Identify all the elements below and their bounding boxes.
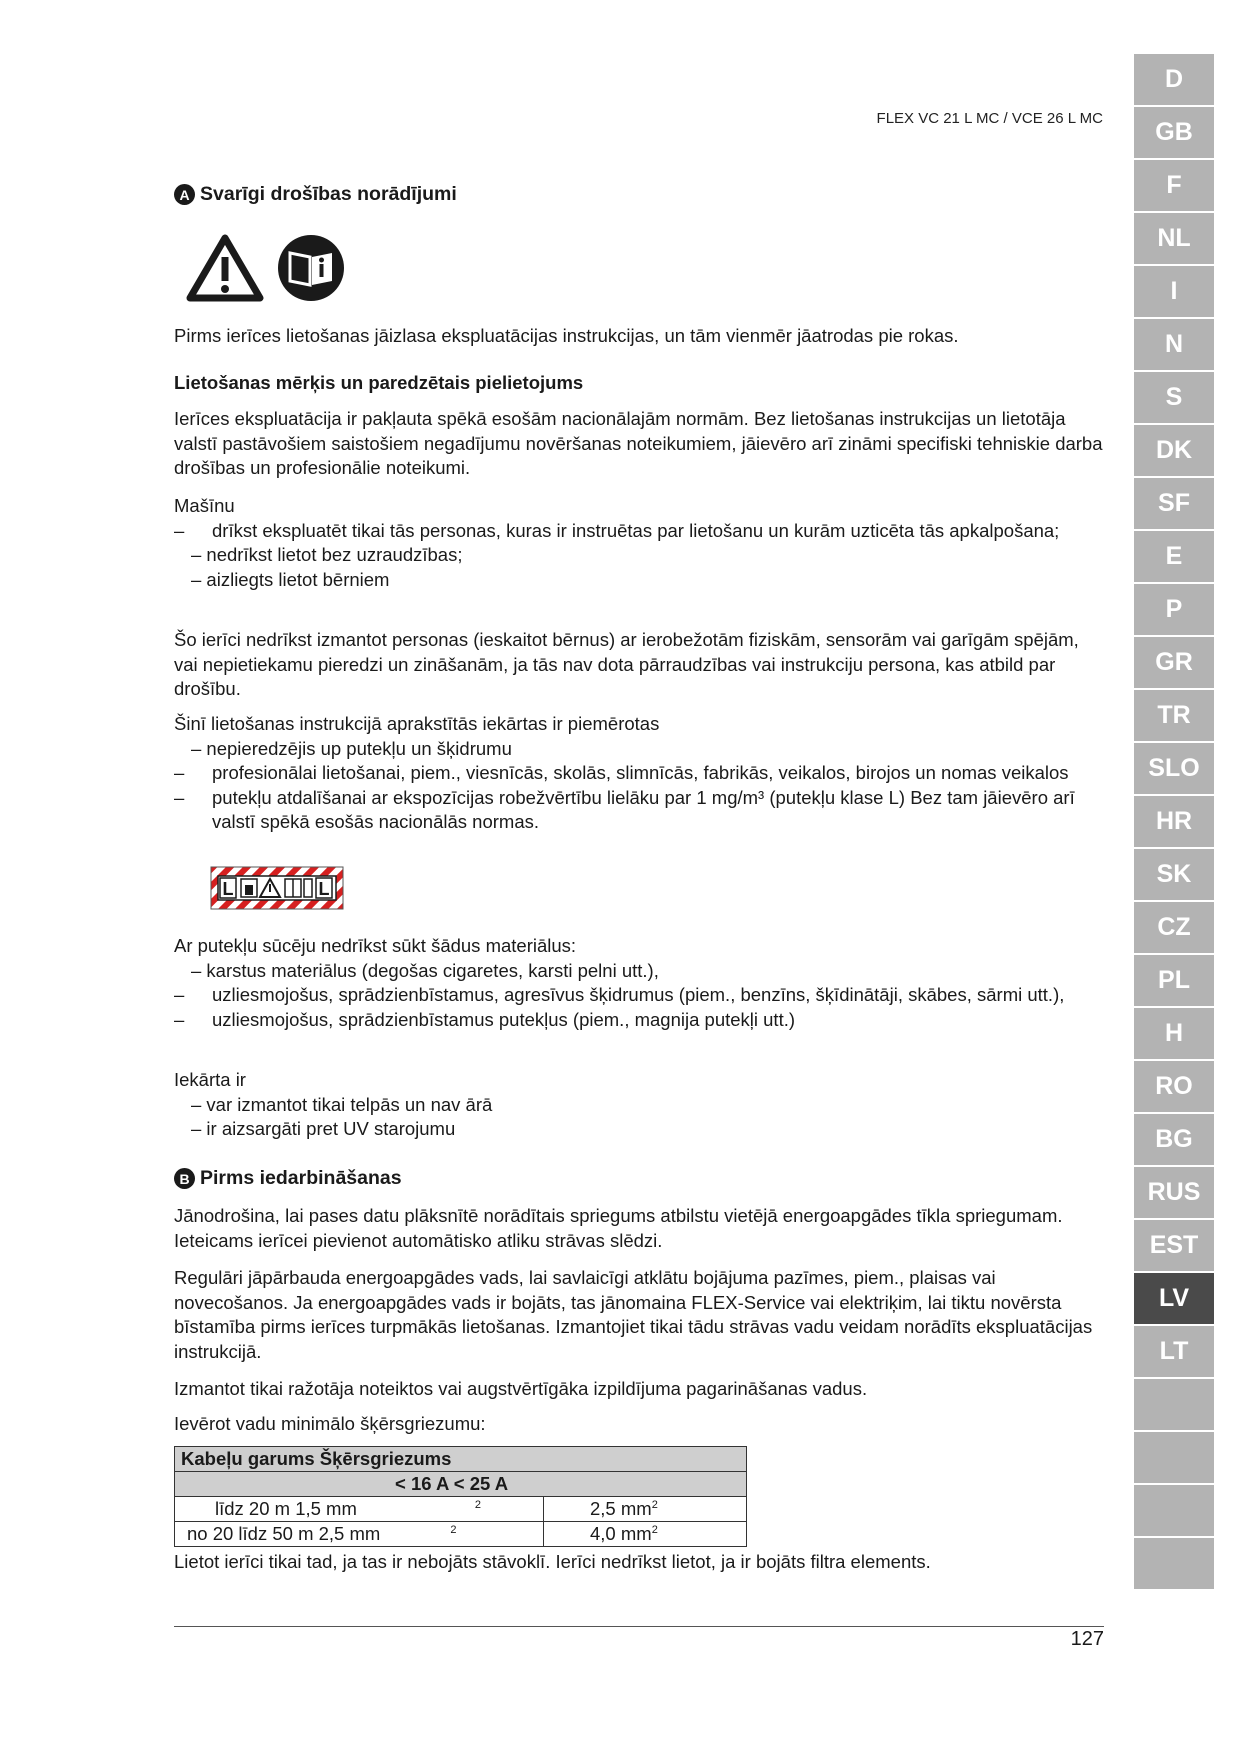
cable-check-paragraph: Regulāri jāpārbauda energoapgādes vads, lai savlaicīgi atklātu bojājuma pazīmes, piem., plaisas vai novecošanos. Ja energoapgādes vads ir bojāts, tas jānomaina FLEX-Service vai elektriķim, lai tiktu novērsta bīstamība pirms ierīces turpmākās lietošanas. Izmantojiet tikai tādu strāvas vadu veidam norādīts ekspluatācijas instrukcijā. [174, 1267, 1093, 1362]
forbidden-label: Ar putekļu sūcēju nedrīkst sūkt šādus materiālus: [174, 935, 577, 956]
persons-paragraph: Šo ierīci nedrīkst izmantot personas (ieskaitot bērnus) ar ierobežotām fiziskām, sensorām vai garīgām spējām, vai nepietiekamu pieredzi un zināšanām, ja tās nav dota pārraudzības vai instrukciju persona, kas atbild par drošību. [174, 629, 1079, 699]
machines-label: Mašīnu [174, 495, 235, 516]
footer-divider [174, 1626, 1104, 1627]
language-tab-gr[interactable]: GR [1134, 637, 1214, 690]
warning-icon [186, 233, 264, 303]
list-item [174, 761, 1104, 786]
language-tab-pl[interactable]: PL [1134, 955, 1214, 1008]
dust-class-letter-left: L [222, 879, 234, 899]
dust-class-letter-right: L [318, 879, 330, 899]
table-subheader-row [175, 1472, 747, 1497]
table-header-cell: Kabeļu garums Šķērsgriezums [175, 1447, 747, 1472]
list-item-text: uzliesmojošus, sprādzienbīstamus putekļus (piem., magnija putekļi utt.) [212, 1008, 796, 1030]
section-a-badge: A [174, 184, 195, 205]
language-tab-blank-25 [1134, 1379, 1214, 1432]
list-item [174, 519, 1104, 544]
language-tab-e[interactable]: E [1134, 531, 1214, 584]
page-number: 127 [1070, 1628, 1104, 1650]
read-manual-icon [276, 233, 346, 303]
language-tab-cz[interactable]: CZ [1134, 902, 1214, 955]
list-item-text: drīkst ekspluatēt tikai tās personas, kuras ir instruētas par lietošanu un kurām uzticēta tās apkalpošana; [212, 519, 1060, 541]
language-tab-dk[interactable]: DK [1134, 425, 1214, 478]
language-tab-ro[interactable]: RO [1134, 1061, 1214, 1114]
list-item-text: putekļu atdalīšanai ar ekspozīcijas robežvērtību lielāku par 1 mg/m³ (putekļu klase L) Bez tam jāievēro arī valstī spēkā esošās nacionālās normas. [212, 786, 1075, 832]
language-tab-gb[interactable]: GB [1134, 107, 1214, 160]
list-item-text: uzliesmojošus, sprādzienbīstamus, agresīvus šķidrumus (piem., benzīns, šķīdinātāji, skābes, sārmi utt.), [212, 984, 1065, 1005]
language-tab-n[interactable]: N [1134, 319, 1214, 372]
list-item [174, 983, 1104, 1008]
language-tab-sk[interactable]: SK [1134, 849, 1214, 902]
list-item [174, 1008, 1104, 1033]
section-b-title-text: Pirms iedarbināšanas [200, 1167, 402, 1189]
extension-paragraph: Izmantot tikai ražotāja noteiktos vai augstvērtīgāka izpildījuma pagarināšanas vadus. [174, 1378, 868, 1399]
machines-block [174, 494, 1104, 592]
table-cell: līdz 20 m 1,5 mm $^2$ [175, 1497, 544, 1522]
cable-table [174, 1446, 747, 1547]
list-item-text: profesionālai lietošanai, piem., viesnīcās, skolās, slimnīcās, fabrikās, veikalos, birojos un nomas veikalos [212, 762, 1069, 783]
table-header-row [175, 1447, 747, 1472]
forbidden-block [174, 934, 1104, 1032]
section-a-title [174, 183, 457, 206]
voltage-paragraph: Jānodrošina, lai pases datu plāksnītē norādītais spriegums atbilstu vietējā energoapgādes tīkla spriegumam. Ieteicams ierīcei pievienot automātisko atliku strāvas slēdzi. [174, 1205, 1063, 1251]
language-tab-lt[interactable]: LT [1134, 1326, 1214, 1379]
language-tabs [1134, 54, 1214, 1591]
language-tab-d[interactable]: D [1134, 54, 1214, 107]
table-row [175, 1497, 747, 1522]
language-tab-lv[interactable]: LV [1134, 1273, 1214, 1326]
language-tab-rus[interactable]: RUS [1134, 1167, 1214, 1220]
section-a-title-text: Svarīgi drošības norādījumi [200, 183, 457, 205]
language-tab-blank-26 [1134, 1432, 1214, 1485]
device-block [174, 1068, 1104, 1142]
table-cell: no 20 līdz 50 m 2,5 mm $^2$ [175, 1522, 544, 1547]
language-tab-nl[interactable]: NL [1134, 213, 1214, 266]
table-row [175, 1522, 747, 1547]
table-cell: 4,0 $mm^2$ [544, 1522, 747, 1547]
list-dash: – [174, 984, 185, 1005]
list-item: – aizliegts lietot bērniem [191, 568, 390, 590]
list-dash: – [174, 762, 185, 783]
dust-class-l-label [210, 866, 344, 915]
suitable-label: Šinī lietošanas instrukcijā aprakstītās iekārtas ir piemērotas [174, 713, 660, 734]
language-tab-i[interactable]: I [1134, 266, 1214, 319]
language-tab-f[interactable]: F [1134, 160, 1214, 213]
language-tab-blank-27 [1134, 1485, 1214, 1538]
list-item: – karstus materiālus (degošas cigaretes, karsti pelni utt.), [191, 959, 659, 981]
list-item: – nepieredzējis up putekļu un šķidrumu [191, 737, 512, 759]
list-item: – nedrīkst lietot bez uzraudzības; [191, 544, 463, 565]
cross-section-label: Ievērot vadu minimālo šķērsgriezumu: [174, 1413, 486, 1434]
language-tab-s[interactable]: S [1134, 372, 1214, 425]
table-subheader-cell: < 16 A < 25 A [175, 1472, 747, 1497]
language-tab-slo[interactable]: SLO [1134, 743, 1214, 796]
language-tab-tr[interactable]: TR [1134, 690, 1214, 743]
safety-icons [186, 233, 346, 303]
table-cell: 2,5 $mm^2$ [544, 1497, 747, 1522]
list-item [174, 786, 1104, 835]
language-tab-est[interactable]: EST [1134, 1220, 1214, 1273]
list-dash: – [174, 519, 185, 541]
purpose-paragraph: Ierīces ekspluatācija ir pakļauta spēkā esošām nacionālajām normām. Bez lietošanas instrukcijas un lietotāja valstī pastāvošiem saistošiem negadījumu novēršanas noteikumiem, jāievēro arī zināmi specifiski tehniskie darba drošības un profesionālie noteikumi. [174, 408, 1103, 478]
document-model-header: FLEX VC 21 L MC / VCE 26 L MC [876, 110, 1103, 127]
list-item: – ir aizsargāti pret UV starojumu [191, 1118, 456, 1139]
section-b-badge: B [174, 1168, 195, 1189]
language-tab-h[interactable]: H [1134, 1008, 1214, 1061]
list-item: – var izmantot tikai telpās un nav ārā [191, 1093, 493, 1115]
language-tab-sf[interactable]: SF [1134, 478, 1214, 531]
language-tab-hr[interactable]: HR [1134, 796, 1214, 849]
filter-paragraph: Lietot ierīci tikai tad, ja tas ir nebojāts stāvoklī. Ierīci nedrīkst lietot, ja ir bojāts filtra elements. [174, 1551, 931, 1572]
suitable-block [174, 712, 1104, 835]
section-b-title [174, 1167, 402, 1190]
device-label: Iekārta ir [174, 1069, 246, 1090]
language-tab-blank-28 [1134, 1538, 1214, 1591]
language-tab-bg[interactable]: BG [1134, 1114, 1214, 1167]
purpose-heading: Lietošanas mērķis un paredzētais pielietojums [174, 372, 584, 393]
list-dash: – [174, 786, 185, 808]
intro-paragraph: Pirms ierīces lietošanas jāizlasa ekspluatācijas instrukcijas, un tām vienmēr jāatrodas pie rokas. [174, 325, 959, 346]
language-tab-p[interactable]: P [1134, 584, 1214, 637]
list-dash: – [174, 1008, 185, 1030]
